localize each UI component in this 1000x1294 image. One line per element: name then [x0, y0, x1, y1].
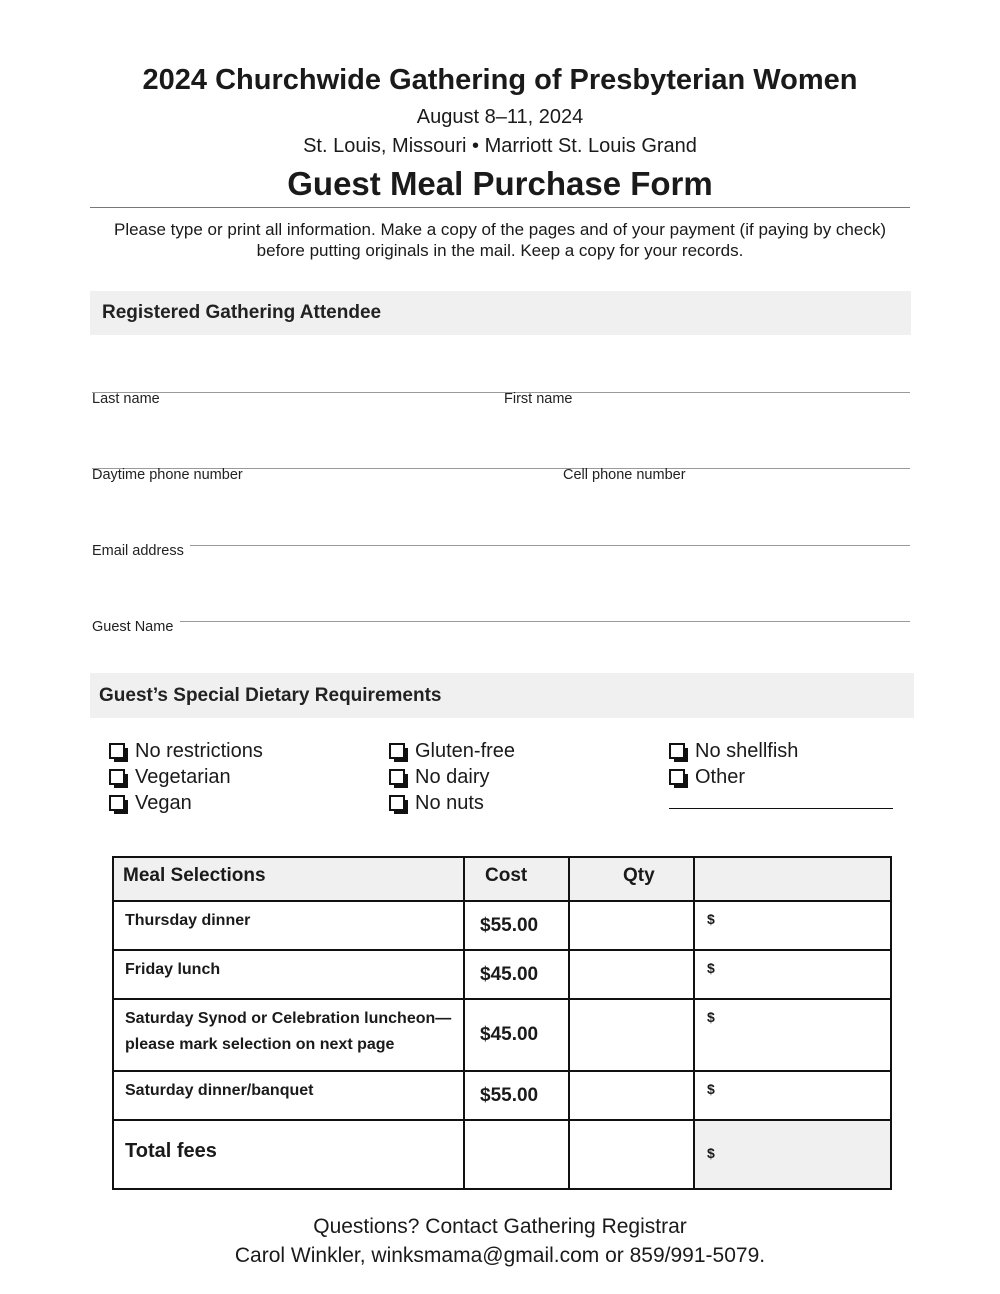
last-name-label: Last name: [92, 391, 160, 407]
email-input[interactable]: [200, 518, 904, 544]
meal-cost: $45.00: [463, 1000, 568, 1070]
total-fees-row: [114, 1119, 890, 1188]
email-label: Email address: [92, 543, 184, 559]
guest-name-field-line: [180, 621, 910, 622]
diet-option-label: Vegetarian: [135, 765, 231, 788]
daytime-phone-input[interactable]: [92, 442, 556, 468]
checkbox-icon[interactable]: [109, 795, 125, 811]
diet-option-label: Vegan: [135, 791, 192, 814]
total-qty-cell: [568, 1121, 693, 1188]
checkbox-icon[interactable]: [109, 743, 125, 759]
meal-subtotal[interactable]: $: [693, 902, 890, 949]
title-divider: [90, 207, 910, 208]
diet-option-no-restrictions[interactable]: [109, 738, 263, 764]
other-diet-line: [669, 808, 893, 809]
meal-cost: $55.00: [463, 902, 568, 949]
checkbox-icon[interactable]: [109, 769, 125, 785]
meal-name: [114, 1000, 463, 1070]
meal-name: [114, 951, 463, 998]
total-fees-value[interactable]: $: [693, 1121, 890, 1188]
header-cost: Cost: [463, 858, 568, 900]
meal-row-saturday-dinner: [114, 1070, 890, 1119]
meal-cost: $55.00: [463, 1072, 568, 1119]
attendee-section-heading: Registered Gathering Attendee: [90, 291, 911, 335]
other-diet-input[interactable]: [669, 784, 897, 810]
event-title: 2024 Churchwide Gathering of Presbyterian Women: [142, 64, 858, 96]
diet-option-label: No dairy: [415, 765, 490, 788]
meal-qty-cell[interactable]: [568, 951, 693, 998]
meal-name-line: Friday lunch: [125, 961, 221, 978]
contact-details: Carol Winkler, winksmama@gmail.com or 859/991-5079.: [234, 1244, 766, 1267]
meal-row-thursday-dinner: [114, 900, 890, 949]
total-fees-label: Total fees: [125, 1140, 217, 1162]
diet-option-no-nuts[interactable]: [389, 790, 484, 816]
qty-input[interactable]: [570, 1072, 697, 1121]
qty-input[interactable]: [570, 1000, 697, 1072]
header-qty: Qty: [568, 858, 693, 900]
diet-option-vegetarian[interactable]: [109, 764, 231, 790]
meal-table-header: [114, 858, 890, 900]
diet-option-label: No restrictions: [135, 739, 263, 762]
meal-row-saturday-luncheon: [114, 998, 890, 1070]
cell-phone-input[interactable]: [563, 442, 907, 468]
name-field-line: [92, 392, 910, 393]
checkbox-icon[interactable]: [669, 769, 685, 785]
meal-name-line: Saturday Synod or Celebration luncheon—: [125, 1010, 452, 1027]
checkbox-icon[interactable]: [389, 795, 405, 811]
first-name-input[interactable]: [504, 366, 908, 392]
diet-option-label: No nuts: [415, 791, 484, 814]
header-meal-selections: Meal Selections: [123, 865, 266, 886]
meal-cost: $45.00: [463, 951, 568, 998]
guest-name-label: Guest Name: [92, 619, 174, 635]
header-subtotal: [693, 858, 890, 900]
instructions-text: Please type or print all information. Make a copy of the pages and of your payment (if paying by check) before putting originals in the mail. Keep a copy for your records.: [113, 220, 887, 260]
meal-qty-cell[interactable]: [568, 1000, 693, 1070]
cell-phone-label: Cell phone number: [563, 467, 686, 483]
dietary-section-heading: Guest’s Special Dietary Requirements: [90, 673, 914, 718]
meal-subtotal[interactable]: $: [693, 1000, 890, 1070]
email-field-line: [190, 545, 910, 546]
meal-subtotal[interactable]: $: [693, 1072, 890, 1119]
qty-input[interactable]: [570, 902, 697, 951]
meal-name-line: Saturday dinner/banquet: [125, 1082, 314, 1099]
diet-option-label: Other: [695, 765, 746, 788]
diet-option-label: No shellfish: [695, 739, 799, 762]
qty-input[interactable]: [570, 951, 697, 1000]
event-location: St. Louis, Missouri • Marriott St. Louis Grand: [303, 135, 697, 157]
diet-option-label: Gluten-free: [415, 739, 516, 762]
meal-name-line: Thursday dinner: [125, 912, 251, 929]
meal-row-friday-lunch: [114, 949, 890, 998]
checkbox-icon[interactable]: [389, 743, 405, 759]
diet-option-vegan[interactable]: [109, 790, 192, 816]
form-title: Guest Meal Purchase Form: [287, 165, 713, 202]
checkbox-icon[interactable]: [389, 769, 405, 785]
guest-name-input[interactable]: [190, 595, 904, 621]
meal-name: [114, 1072, 463, 1119]
diet-option-gluten-free[interactable]: [389, 738, 515, 764]
meal-subtotal[interactable]: $: [693, 951, 890, 998]
meal-qty-cell[interactable]: [568, 902, 693, 949]
event-dates: August 8–11, 2024: [416, 106, 584, 128]
meal-name: [114, 902, 463, 949]
first-name-label: First name: [504, 391, 573, 407]
meal-qty-cell[interactable]: [568, 1072, 693, 1119]
meal-selection-table: [112, 856, 892, 1190]
contact-heading: Questions? Contact Gathering Registrar: [313, 1215, 687, 1238]
meal-name-line: please mark selection on next page: [125, 1036, 395, 1053]
diet-option-no-dairy[interactable]: [389, 764, 489, 790]
diet-option-no-shellfish[interactable]: [669, 738, 798, 764]
total-cost-cell: [463, 1121, 568, 1188]
checkbox-icon[interactable]: [669, 743, 685, 759]
last-name-input[interactable]: [92, 366, 496, 392]
daytime-phone-label: Daytime phone number: [92, 467, 243, 483]
